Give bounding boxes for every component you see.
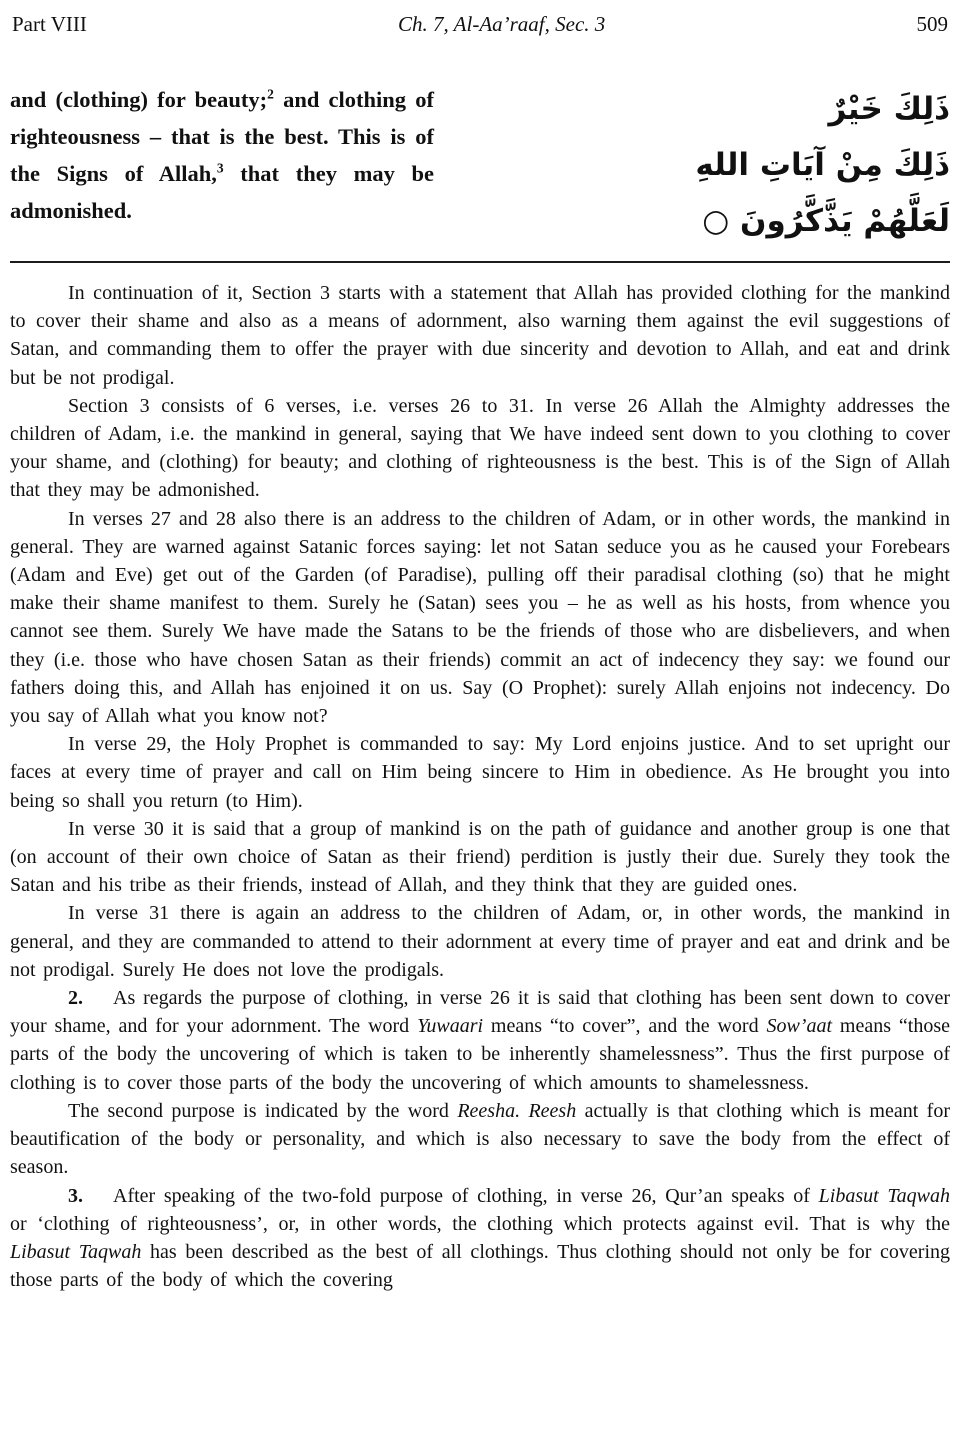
header-page-number: 509 — [916, 12, 948, 36]
arabic-line: ذَلِكَ مِنْ آيَاتِ اللهِ — [695, 147, 950, 183]
text-segment: Sow’aat — [766, 1015, 833, 1038]
paragraph — [10, 730, 950, 815]
paragraph — [10, 392, 950, 505]
commentary-body — [10, 279, 950, 1294]
header-chapter-title: Ch. 7, Al-Aa’raaf, Sec. 3 — [398, 12, 606, 36]
text-segment: After speaking of the two-fold purpose of clothing, in verse 26, Qur’an speaks of — [83, 1184, 819, 1207]
text-segment: In verse 31 there is again an address to the children of Adam, or, in other words, the mankind in general, and they are commanded to attend to their adornment at every time of prayer and eat and drink and be not prodigal. Surely He does not love the prodigals. — [10, 902, 950, 981]
verse-arabic — [620, 81, 950, 249]
text-segment: means “those parts of the body the uncovering of which is taken to be inherently shamelessness”. Thus the first purpose of clothing is to cover those parts of the body the uncovering of which amounts to shamelessness. — [10, 1015, 950, 1094]
text-segment: Section 3 consists of 6 verses, i.e. verses 26 to 31. In verse 26 Allah the Almighty addresses the children of Adam, i.e. the mankind in general, saying that We have indeed sent down to you clothing to cover your shame, and (clothing) for beauty; and clothing of righteousness is the best. This is of the Sign of Allah that they may be admonished. — [10, 394, 950, 502]
text-segment: actually is that clothing which is meant for beautification of the body or personality, and which is also necessary to save the body from the effect of season. — [10, 1099, 950, 1179]
text-segment: Libasut Taqwah — [10, 1240, 142, 1263]
text-segment: In verse 29, the Holy Prophet is commanded to say: My Lord enjoins justice. And to set upright our faces at every time of prayer and call on Him being sincere to Him in obedience. As He brought you into being so shall you return (to Him). — [10, 733, 950, 812]
text-segment: In continuation of it, Section 3 starts with a statement that Allah has provided clothing for the mankind to cover their shame and also as a means of adornment, also warning them against the evil suggestions of Satan, and commanding them to offer the prayer with due sincerity and devotion to Allah, and eat and drink but be not prodigal. — [10, 282, 950, 389]
paragraph — [10, 984, 950, 1097]
text-segment: means “to cover”, and the word — [483, 1015, 767, 1038]
arabic-line: ذَلِكَ خَيْرٌ — [828, 91, 950, 127]
verse-row — [10, 81, 950, 249]
text-segment: Yuwaari — [417, 1015, 484, 1038]
text-segment: The second purpose is indicated by the word — [68, 1099, 458, 1122]
text-segment: In verses 27 and 28 also there is an address to the children of Adam, or in other words, the mankind in general. They are warned against Satanic forces saying: let not Satan seduce you as he caused your Forebears (Adam and Eve) get out of the Garden (of Paradise), pulling off their paradisal clothing (so) that he might make their shame manifest to them. Surely he (Satan) sees you – he as well as his hosts, from whence you cannot see them. Surely We have made the Satans to be the friends of those who are disbelievers, and when they (i.e. those who have chosen Satan as their friends) commit an act of indecency they say: we found our fathers doing this, and Allah has enjoined it on us. Say (O Prophet): surely Allah enjoins not indecency. Do you say of Allah what you know not? — [10, 507, 950, 728]
header-part-label: Part VIII — [12, 12, 87, 36]
verse-translation — [10, 81, 434, 249]
text-segment: or ‘clothing of righteousness’, or, in other words, the clothing which protects against evil. That is why the — [10, 1212, 950, 1235]
paragraph — [10, 505, 950, 731]
text-segment: As regards the purpose of clothing, in verse 26 it is said that clothing has been sent down to cover your shame, and for your adornment. The word — [10, 987, 950, 1038]
text-segment: 3. — [68, 1184, 83, 1207]
text-segment: and clothing of righteousness – that is the best. This is of the Signs of Allah, — [10, 87, 434, 186]
footnote-ref: 2 — [267, 86, 274, 102]
section-divider — [10, 261, 950, 263]
paragraph — [10, 899, 950, 984]
footnote-ref: 3 — [216, 160, 224, 176]
text-segment: In verse 30 it is said that a group of mankind is on the path of guidance and another group is one that (on account of their own choice of Satan as their friend) perdition is justly their due. Surely they took the Satan and his tribe as their friends, instead of Allah, and they think that they are guided ones. — [10, 817, 950, 897]
text-segment: and (clothing) for beauty; — [10, 87, 268, 112]
text-segment: Reesha. Reesh — [457, 1099, 577, 1122]
page-header — [10, 10, 950, 37]
arabic-line: لَعَلَّهُمْ يَذَّكَّرُونَ ○ — [702, 203, 950, 239]
paragraph — [10, 1097, 950, 1182]
paragraph — [10, 1182, 950, 1295]
paragraph — [10, 815, 950, 900]
text-segment: Libasut Taqwah — [818, 1184, 950, 1207]
text-segment: has been described as the best of all clothings. Thus clothing should not only be for covering those parts of the body of which the covering — [10, 1240, 950, 1292]
text-segment: 2. — [68, 987, 83, 1010]
text-segment: that they may be admonished. — [10, 161, 434, 223]
paragraph — [10, 279, 950, 392]
